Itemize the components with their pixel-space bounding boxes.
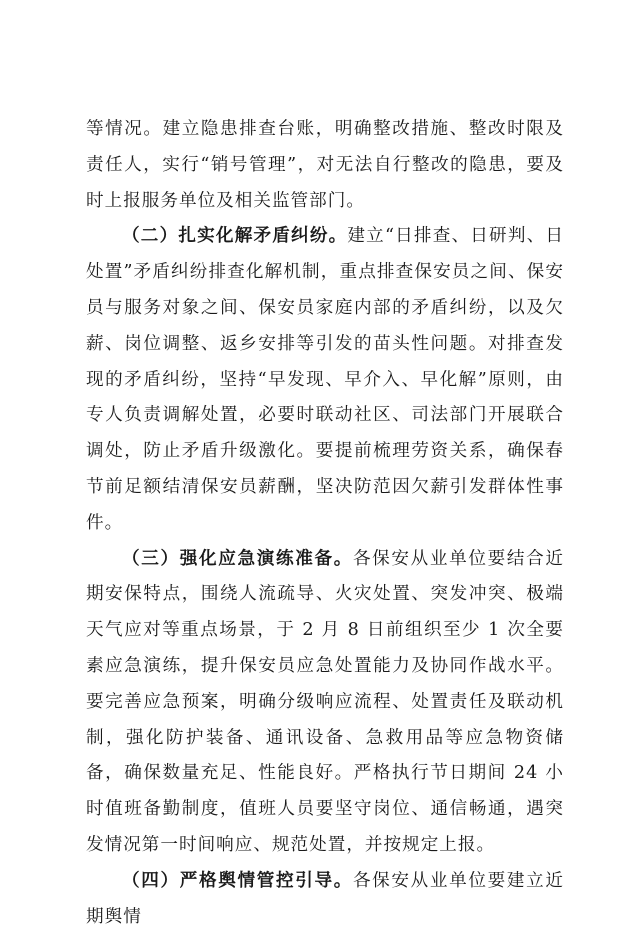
- paragraph-resolve-disputes: [86, 219, 564, 541]
- paragraph-emergency-drills: [86, 542, 564, 864]
- document-body: [86, 112, 564, 935]
- section-heading-public-opinion: （四）严格舆情管控引导。: [122, 870, 353, 891]
- section-body-emergency-drills: 各保安从业单位要结合近期安保特点，围绕人流疏导、火灾处置、突发冲突、极端天气应对等重点场景，于 2 月 8 日前组织至少 1 次全要素应急演练，提升保安员应急处置能力及协同作战水平。要完善应急预案，明确分级响应流程、处置责任及联动机制，强化防护装备、通讯设备、急救用品等应急物资储备，确保数量充足、性能良好。严格执行节日期间 24 小时值班备勤制度，值班人员要坚守岗位、通信畅通，遇突发情况第一时间响应、规范处置，并按规定上报。: [86, 548, 564, 855]
- section-heading-emergency-drills: （三）强化应急演练准备。: [122, 548, 353, 569]
- section-body-resolve-disputes: 建立“日排查、日研判、日处置”矛盾纠纷排查化解机制，重点排查保安员之间、保安员与服务对象之间、保安员家庭内部的矛盾纠纷，以及欠薪、岗位调整、返乡安排等引发的苗头性问题。对排查发现的矛盾纠纷，坚持“早发现、早介入、早化解”原则，由专人负责调解处置，必要时联动社区、司法部门开展联合调处，防止矛盾升级激化。要提前梳理劳资关系，确保春节前足额结清保安员薪酬，坚决防范因欠薪引发群体性事件。: [86, 226, 564, 533]
- section-heading-resolve-disputes: （二）扎实化解矛盾纠纷。: [122, 226, 348, 247]
- paragraph-public-opinion: [86, 864, 564, 935]
- paragraph-continuation: [86, 112, 564, 219]
- section-body-public-opinion: 各保安从业单位要建立近期舆情: [86, 870, 564, 927]
- paragraph-continuation-text: 等情况。建立隐患排查台账，明确整改措施、整改时限及责任人，实行“销号管理”，对无法自行整改的隐患，要及时上报服务单位及相关监管部门。: [86, 119, 564, 211]
